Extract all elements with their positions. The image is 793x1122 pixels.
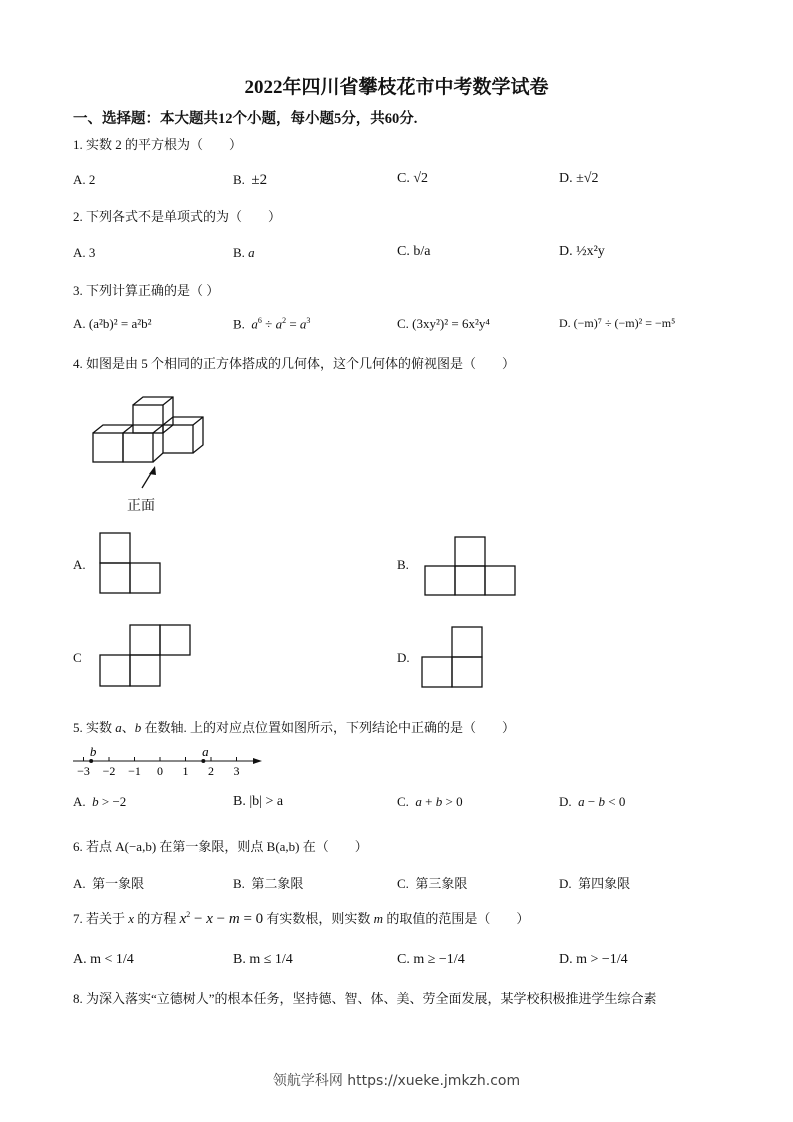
q1-option-b: B. ±2	[233, 172, 268, 188]
option-c-figure	[100, 625, 190, 686]
q4-option-d: D.	[397, 650, 410, 665]
footer-watermark: 领航学科网 https://xueke.jmkzh.com	[272, 1073, 521, 1089]
q6-option-c: C. 第三象限	[397, 876, 468, 891]
question-4-stem: 4. 如图是由 5 个相同的正方体搭成的几何体，这个几何体的俯视图是（ ）	[73, 356, 516, 371]
q3-option-a: A. (a²b)² = a²b²	[73, 316, 152, 331]
question-8-stem: 8. 为深入落实“立德树人”的根本任务，坚持德、智、体、美、劳全面发展，某学校积极推进学生综合素	[73, 991, 657, 1006]
page-title: 2022年四川省攀枝花市中考数学试卷	[244, 77, 549, 98]
q2-option-d: D. ½x²y	[559, 244, 605, 259]
question-3-stem: 3. 下列计算正确的是（ ）	[73, 283, 220, 298]
q3-option-c: C. (3xy²)² = 6x²y⁴	[397, 316, 490, 331]
q5-option-a: A. b > −2	[73, 794, 127, 809]
axis-arrow-icon	[253, 758, 262, 764]
tick-label: 2	[208, 764, 214, 778]
q2-option-a: A. 3	[73, 245, 96, 260]
option-d-figure	[422, 627, 482, 687]
q6-option-d: D. 第四象限	[559, 876, 631, 891]
point-b	[89, 759, 93, 763]
q7-option-d: D. m > −1/4	[559, 952, 628, 967]
q1-option-c: C. √2	[397, 171, 429, 186]
q5-option-c: C. a + b > 0	[397, 794, 463, 809]
q5-option-d: D. a − b < 0	[559, 794, 626, 809]
tick-label: 1	[182, 764, 189, 778]
front-label: 正面	[127, 498, 155, 514]
q2-option-c: C. b/a	[397, 244, 431, 259]
question-5-stem: 5. 实数 a、b 在数轴. 上的对应点位置如图所示，下列结论中正确的是（ ）	[73, 720, 516, 735]
q6-option-a: A. 第一象限	[73, 876, 145, 891]
q1-option-a: A. 2	[73, 172, 96, 187]
q1-option-d: D. ±√2	[559, 171, 599, 186]
question-2-stem: 2. 下列各式不是单项式的为（ ）	[73, 209, 282, 224]
tick-label: −1	[128, 764, 141, 778]
tick-label: −3	[77, 764, 90, 778]
q4-option-c: C	[73, 650, 82, 665]
q2-option-b: B. a	[233, 245, 255, 260]
arrow-icon	[149, 466, 156, 475]
q7-option-a: A. m < 1/4	[73, 952, 134, 967]
option-b-figure	[425, 537, 515, 595]
section-heading: 一、选择题：本大题共12个小题，每小题5分，共60分.	[73, 111, 418, 127]
point-a	[201, 759, 205, 763]
q4-option-b: B.	[397, 557, 409, 572]
question-7-stem: 7. 若关于 x 的方程 $x^2 - x - m = 0$ 有实数根，则实数 m 的取值的范围是（ ）	[73, 910, 530, 927]
q7-option-b: B. m ≤ 1/4	[233, 952, 293, 967]
q6-option-b: B. 第二象限	[233, 876, 304, 891]
point-label: b	[89, 744, 97, 759]
q3-option-d: D. (−m)⁷ ÷ (−m)² = −m⁵	[559, 316, 676, 330]
question-6-stem: 6. 若点 A(−a,b) 在第一象限，则点 B(a,b) 在（ ）	[73, 839, 368, 854]
q7-option-c: C. m ≥ −1/4	[397, 952, 465, 967]
q3-option-b: B. $a^6 \div a^2 = a^3$	[233, 316, 311, 332]
tick-label: 3	[233, 764, 240, 778]
number-line	[73, 744, 262, 778]
question-1-stem: 1. 实数 2 的平方根为（ ）	[73, 137, 243, 152]
option-a-figure	[100, 533, 160, 593]
tick-label: −2	[102, 764, 116, 778]
point-label: a	[202, 744, 209, 759]
q4-option-a: A.	[73, 557, 86, 572]
tick-label: 0	[157, 764, 163, 778]
q5-option-b: B. |b| > a	[233, 794, 284, 809]
